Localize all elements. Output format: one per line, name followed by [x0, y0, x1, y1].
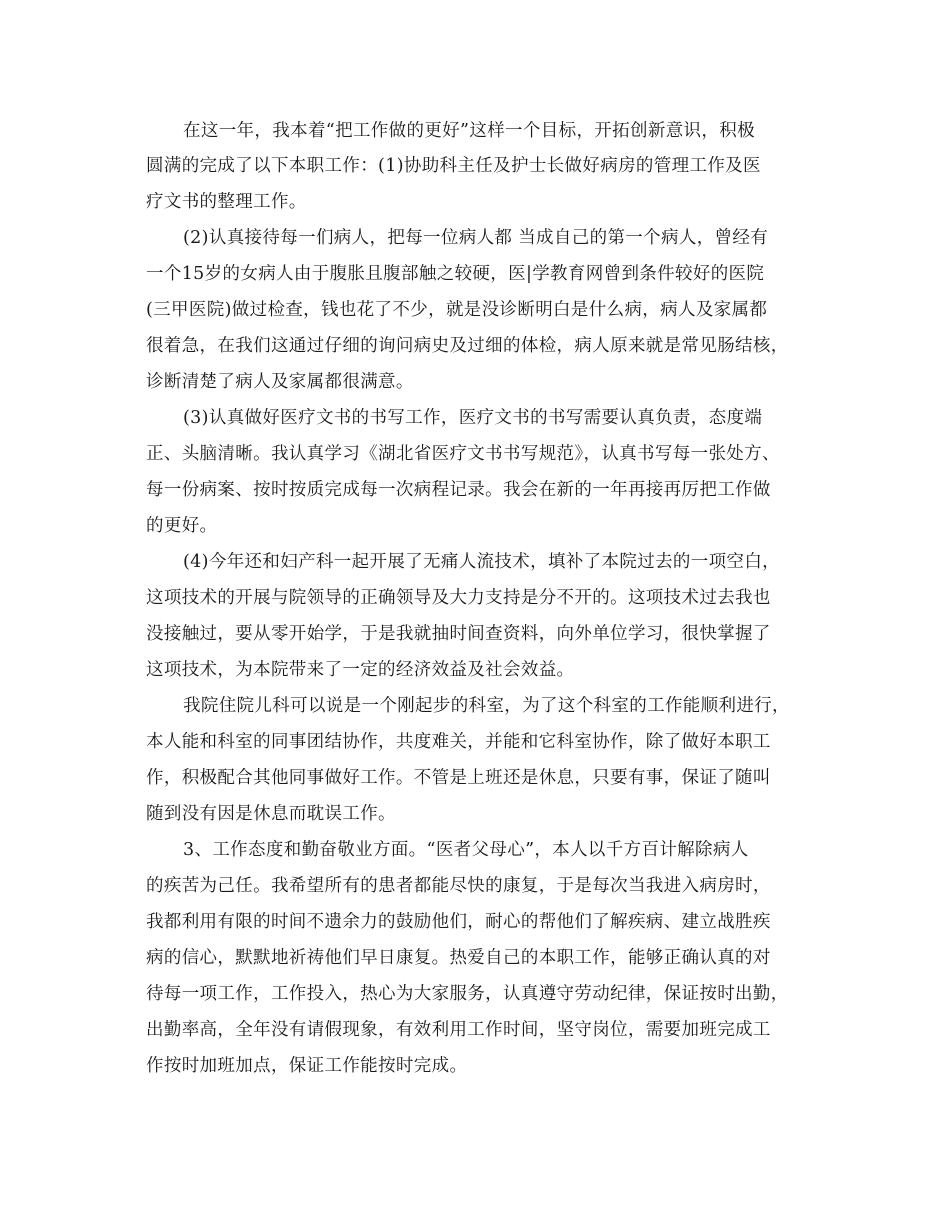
text-line: 作，积极配合其他同事做好工作。不管是上班还是休息，只要有事，保证了随叫 [146, 768, 771, 788]
text-line: 这项技术的开展与院领导的正确领导及大力支持是分不开的。这项技术过去我也 [146, 588, 771, 608]
text-line: 3、工作态度和勤奋敬业方面。“医者父母心”，本人以千方百计解除病人 [183, 840, 749, 860]
text-line: 出勤率高，全年没有请假现象，有效利用工作时间，坚守岗位，需要加班完成工 [146, 1020, 771, 1040]
text-line: 病的信心，默默地祈祷他们早日康复。热爱自己的本职工作，能够正确认真的对 [146, 948, 771, 968]
text-line: 待每一项工作，工作投入，热心为大家服务，认真遵守劳动纪律，保证按时出勤， [146, 984, 789, 1004]
text-line: (2)认真接待每一们病人，把每一位病人都 当成自己的第一个病人，曾经有 [183, 228, 769, 248]
text-line: 很着急，在我们这通过仔细的询问病史及过细的体检，病人原来就是常见肠结核， [146, 336, 789, 356]
text-line: 的更好。 [146, 516, 218, 536]
text-line: 没接触过，要从零开始学，于是我就抽时间查资料，向外单位学习，很快掌握了 [146, 624, 771, 644]
text-line: (4)今年还和妇产科一起开展了无痛人流技术，填补了本院过去的一项空白， [183, 552, 781, 572]
text-line: 每一份病案、按时按质完成每一次病程记录。我会在新的一年再接再厉把工作做 [146, 480, 771, 500]
text-line: 我都利用有限的时间不遗余力的鼓励他们，耐心的帮他们了解疾病、建立战胜疾 [146, 912, 771, 932]
text-line: 圆满的完成了以下本职工作：(1)协助科主任及护士长做好病房的管理工作及医 [146, 156, 761, 176]
text-line: 正、头脑清晰。我认真学习《湖北省医疗文书书写规范》，认真书写每一张处方、 [146, 444, 780, 464]
text-line: (三甲医院)做过检查，钱也花了不少，就是没诊断明白是什么病，病人及家属都 [146, 300, 768, 320]
text-line: 疗文书的整理工作。 [146, 192, 307, 212]
text-line: 诊断清楚了病人及家属都很满意。 [146, 372, 414, 392]
text-line: 一个15岁的女病人由于腹胀且腹部触之较硬，医|学教育网曾到条件较好的医院 [146, 264, 765, 284]
text-line: 在这一年，我本着“把工作做的更好”这样一个目标，开拓创新意识，积极 [183, 121, 755, 141]
text-line: 本人能和科室的同事团结协作，共度难关，并能和它科室协作，除了做好本职工 [146, 732, 771, 752]
text-line: 随到没有因是休息而耽误工作。 [146, 804, 396, 824]
text-line: (3)认真做好医疗文书的书写工作，医疗文书的书写需要认真负责，态度端 [183, 408, 763, 428]
text-line: 这项技术，为本院带来了一定的经济效益及社会效益。 [146, 660, 575, 680]
text-line: 我院住院儿科可以说是一个刚起步的科室，为了这个科室的工作能顺利进行， [183, 696, 790, 716]
text-line: 作按时加班加点，保证工作能按时完成。 [146, 1056, 468, 1076]
text-line: 的疾苦为己任。我希望所有的患者都能尽快的康复，于是每次当我进入病房时， [146, 876, 771, 896]
